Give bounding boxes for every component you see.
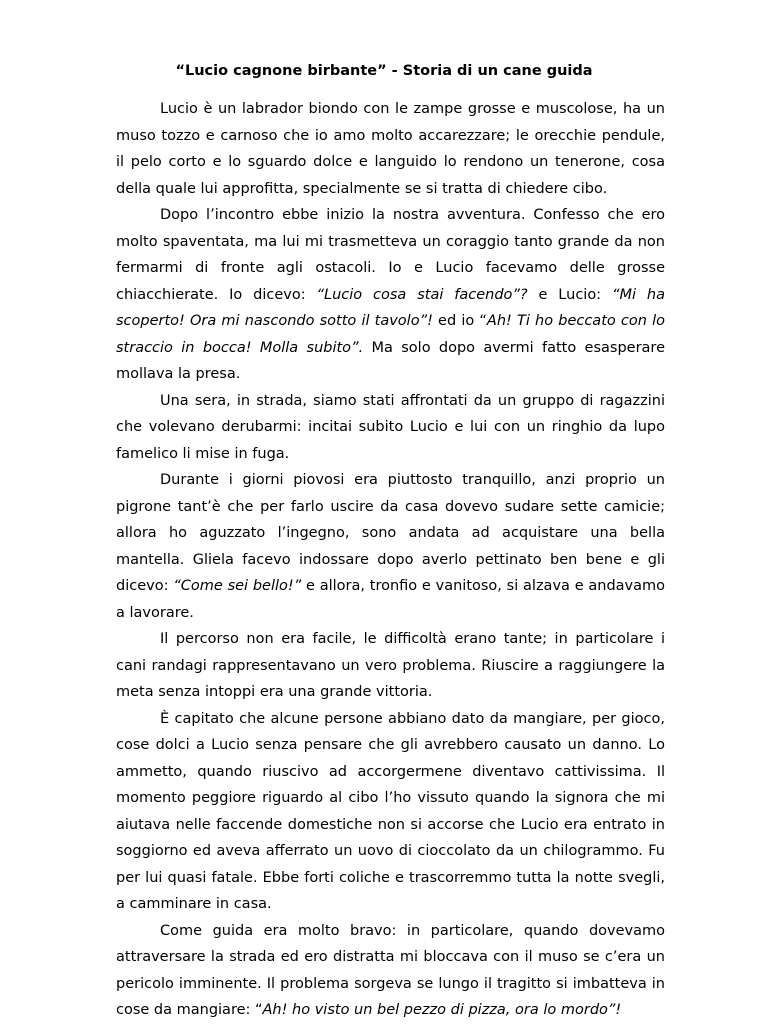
paragraph	[116, 467, 665, 626]
text-run: Ma solo dopo avermi fatto esasperare mollava la presa.	[116, 339, 665, 382]
italic-text-run: “Lucio cosa stai facendo”?	[316, 286, 528, 303]
italic-text-run: Ah! Ti ho beccato con lo straccio in bocca! Molla subito”.	[116, 313, 665, 356]
document-title: “Lucio cagnone birbante” - Storia di un cane guida	[175, 63, 593, 79]
paragraph	[116, 96, 665, 202]
paragraph	[116, 706, 665, 918]
paragraph	[116, 626, 665, 706]
text-run: Durante i giorni piovosi era piuttosto tranquillo, anzi proprio un pigrone tant’è che per farlo uscire da casa dovevo sudare sette camicie; allora ho aguzzato l’ingegno, sono andata ad acquistare una bella mantella. Gliela facevo indossare dopo averlo pettinato ben bene e gli dicevo:	[116, 472, 665, 594]
text-run: e Lucio:	[527, 286, 612, 303]
italic-text-run: “Come sei bello!”	[173, 578, 302, 594]
paragraph	[116, 388, 665, 468]
text-run: Come guida era molto bravo: in particolare, quando dovevamo attraversare la strada ed ero distratta mi bloccava con il muso se c’era un pericolo imminente. Il problema sorgeva se lungo il tragitto si imbatteva in cose da mangiare: “	[116, 922, 665, 1018]
paragraph	[116, 202, 665, 388]
italic-text-run: “Mi ha scoperto! Ora mi nascondo sotto il tavolo”!	[116, 286, 665, 329]
text-run: Una sera, in strada, siamo stati affrontati da un gruppo di ragazzini che volevano derubarmi: incitai subito Lucio e lui con un ringhio da lupo famelico li mise in fuga.	[116, 392, 665, 462]
text-run: Dopo l’incontro ebbe inizio la nostra avventura. Confesso che ero molto spaventata, ma lui mi trasmetteva un coraggio tanto grande da non fermarmi di fronte agli ostacoli. Io e Lucio facevamo delle grosse chiacchierate. Io dicevo:	[116, 207, 665, 303]
text-run: Lucio è un labrador biondo con le zampe grosse e muscolose, ha un muso tozzo e carnoso che io amo molto accarezzare; le orecchie pendule, il pelo corto e lo sguardo dolce e languido lo rendono un tenerone, cosa della quale lui approfitta, specialmente se si tratta di chiedere cibo.	[116, 101, 665, 197]
document-body	[116, 96, 665, 1024]
paragraph	[116, 918, 665, 1024]
text-run: e allora, tronfio e vanitoso, si alzava e andavamo a lavorare.	[116, 578, 666, 621]
italic-text-run: Ah! ho visto un bel pezzo di pizza, ora lo mordo”!	[262, 1002, 622, 1018]
text-run: ed io “	[432, 313, 487, 329]
text-run: È capitato che alcune persone abbiano dato da mangiare, per gioco, cose dolci a Lucio senza pensare che gli avrebbero causato un danno. Lo ammetto, quando riuscivo ad accorgermene diventavo cattivissima. Il momento peggiore riguardo al cibo l’ho vissuto quando la signora che mi aiutava nelle faccende domestiche non si accorse che Lucio era entrato in soggiorno ed aveva afferrato un uovo di cioccolato da un chilogrammo. Fu per lui quasi fatale. Ebbe forti coliche e trascorremmo tutta la notte svegli, a camminare in casa.	[116, 710, 665, 912]
text-run: Il percorso non era facile, le difficoltà erano tante; in particolare i cani randagi rappresentavano un vero problema. Riuscire a raggiungere la meta senza intoppi era una grande vittoria.	[116, 631, 665, 700]
